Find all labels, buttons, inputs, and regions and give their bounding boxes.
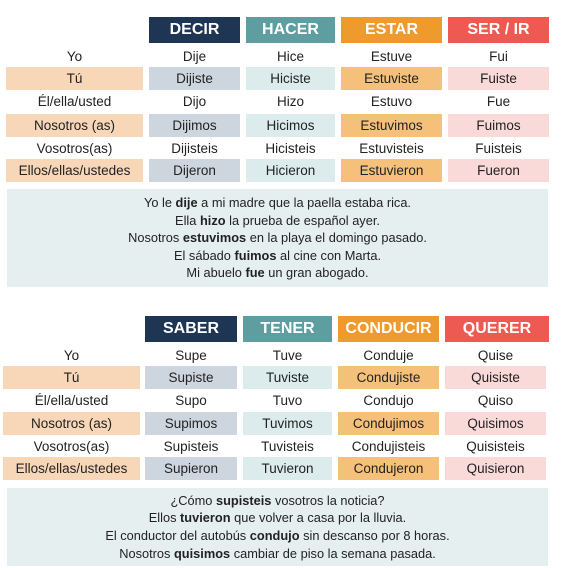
pronoun-vosotros: Vosotros(as) bbox=[33, 438, 110, 454]
highlighted-verb: fue bbox=[245, 265, 265, 281]
form-estar-tu: Estuviste bbox=[341, 67, 442, 90]
form-querer-tu: Quisiste bbox=[445, 366, 546, 389]
form-ser-ir-nosotros: Fuimos bbox=[448, 114, 549, 137]
form-tener-el: Tuvo bbox=[272, 393, 303, 408]
example-sentence: Nosotros quisimos cambiar de piso la semana pasada. bbox=[119, 545, 436, 561]
pronoun-vosotros: Vosotros(as) bbox=[36, 140, 113, 156]
form-hacer-ellos: Hicieron bbox=[246, 159, 335, 182]
pronoun-yo: Yo bbox=[63, 347, 80, 363]
form-saber-tu: Supiste bbox=[145, 366, 237, 389]
pronoun-ellos: Ellos/ellas/ustedes bbox=[6, 159, 143, 182]
form-decir-vosotros: Dijisteis bbox=[171, 140, 218, 156]
form-decir-nosotros: Dijimos bbox=[149, 114, 240, 137]
form-saber-nosotros: Supimos bbox=[145, 412, 237, 435]
example-sentences-1 bbox=[7, 189, 548, 287]
highlighted-verb: estuvimos bbox=[182, 230, 247, 246]
form-tener-nosotros: Tuvimos bbox=[243, 412, 332, 435]
form-estar-el: Estuvo bbox=[370, 94, 413, 109]
example-sentence: Yo le dije a mi madre que la paella estaba rica. bbox=[143, 195, 411, 211]
form-ser-ir-yo: Fui bbox=[489, 49, 508, 64]
form-ser-ir-tu: Fuiste bbox=[448, 67, 549, 90]
header-saber: SABER bbox=[145, 316, 237, 342]
example-sentence: El sábado fuimos al cine con Marta. bbox=[174, 247, 381, 263]
highlighted-verb: dije bbox=[175, 195, 198, 211]
example-sentence: Ellos tuvieron que volver a casa por la lluvia. bbox=[148, 510, 407, 526]
form-decir-ellos: Dijeron bbox=[149, 159, 240, 182]
form-saber-yo: Supe bbox=[175, 347, 207, 363]
form-conducir-ellos: Condujeron bbox=[338, 457, 439, 480]
form-querer-yo: Quise bbox=[477, 347, 514, 363]
form-hacer-nosotros: Hicimos bbox=[246, 114, 335, 137]
form-querer-nosotros: Quisimos bbox=[445, 412, 546, 435]
form-estar-vosotros: Estuvisteis bbox=[359, 140, 424, 156]
form-hacer-yo: Hice bbox=[276, 49, 304, 64]
form-decir-el: Dijo bbox=[182, 94, 207, 109]
form-decir-yo: Dije bbox=[182, 49, 207, 64]
form-ser-ir-vosotros: Fuisteis bbox=[475, 140, 522, 156]
example-sentence: ¿Cómo supisteis vosotros la noticia? bbox=[170, 492, 385, 508]
form-hacer-vosotros: Hicisteis bbox=[265, 140, 316, 156]
pronoun-nosotros: Nosotros (as) bbox=[3, 412, 140, 435]
form-tener-yo: Tuve bbox=[272, 347, 303, 363]
form-querer-ellos: Quisieron bbox=[445, 457, 546, 480]
form-conducir-nosotros: Condujimos bbox=[338, 412, 439, 435]
form-ser-ir-el: Fue bbox=[486, 94, 511, 109]
highlighted-verb: tuvieron bbox=[180, 510, 231, 526]
pronoun-el: Él/ella/usted bbox=[37, 94, 112, 109]
form-conducir-vosotros: Condujisteis bbox=[351, 438, 426, 454]
form-estar-ellos: Estuvieron bbox=[341, 159, 442, 182]
pronoun-yo: Yo bbox=[66, 49, 83, 64]
form-estar-yo: Estuve bbox=[370, 49, 413, 64]
header-decir: DECIR bbox=[149, 17, 240, 43]
pronoun-nosotros: Nosotros (as) bbox=[6, 114, 143, 137]
example-sentence: Mi abuelo fue un gran abogado. bbox=[186, 265, 369, 281]
highlighted-verb: quisimos bbox=[173, 545, 231, 561]
form-saber-el: Supo bbox=[175, 393, 207, 408]
example-sentence: El conductor del autobús condujo sin descanso por 8 horas. bbox=[105, 528, 450, 543]
form-querer-vosotros: Quisisteis bbox=[466, 438, 525, 454]
highlighted-verb: supisteis bbox=[215, 492, 272, 508]
form-hacer-tu: Hiciste bbox=[246, 67, 335, 90]
highlighted-verb: hizo bbox=[199, 212, 226, 228]
pronoun-tu: Tú bbox=[3, 366, 140, 389]
header-tener: TENER bbox=[243, 316, 332, 342]
header-querer: QUERER bbox=[445, 316, 549, 342]
example-sentences-2 bbox=[7, 488, 548, 566]
example-sentence: Nosotros estuvimos en la playa el domingo pasado. bbox=[128, 230, 427, 246]
header-hacer: HACER bbox=[246, 17, 335, 43]
header-conducir: CONDUCIR bbox=[338, 316, 439, 342]
pronoun-ellos: Ellos/ellas/ustedes bbox=[3, 457, 140, 480]
form-tener-tu: Tuviste bbox=[243, 366, 332, 389]
form-conducir-yo: Conduje bbox=[363, 347, 414, 363]
form-decir-tu: Dijiste bbox=[149, 67, 240, 90]
header-estar: ESTAR bbox=[341, 17, 442, 43]
highlighted-verb: fuimos bbox=[234, 247, 277, 263]
form-saber-ellos: Supieron bbox=[145, 457, 237, 480]
form-conducir-tu: Condujiste bbox=[338, 366, 439, 389]
pronoun-tu: Tú bbox=[6, 67, 143, 90]
form-tener-vosotros: Tuvisteis bbox=[261, 438, 314, 454]
form-ser-ir-ellos: Fueron bbox=[448, 159, 549, 182]
highlighted-verb: condujo bbox=[249, 528, 300, 543]
form-querer-el: Quiso bbox=[477, 393, 514, 408]
form-estar-nosotros: Estuvimos bbox=[341, 114, 442, 137]
form-hacer-el: Hizo bbox=[276, 94, 304, 109]
form-saber-vosotros: Supisteis bbox=[163, 438, 219, 454]
pronoun-el: Él/ella/usted bbox=[34, 393, 109, 408]
example-sentence: Ella hizo la prueba de español ayer. bbox=[175, 212, 380, 228]
header-ser-ir: SER / IR bbox=[448, 17, 549, 43]
form-conducir-el: Condujo bbox=[363, 393, 414, 408]
form-tener-ellos: Tuvieron bbox=[243, 457, 332, 480]
